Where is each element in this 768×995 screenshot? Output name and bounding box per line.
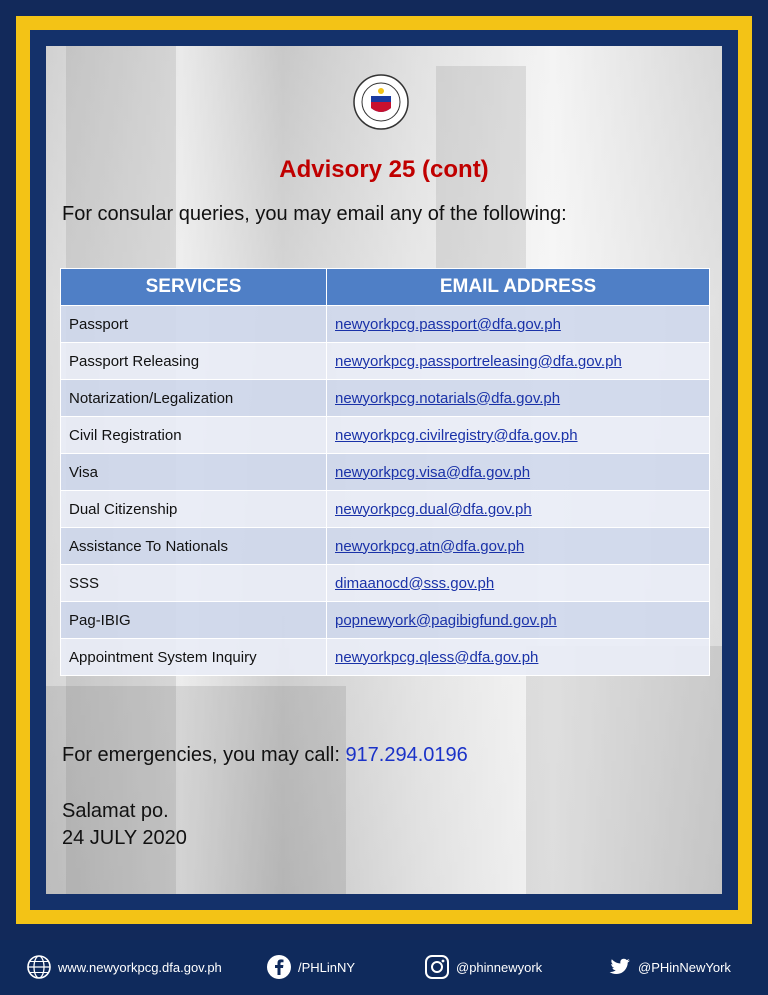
footer-facebook[interactable]	[266, 954, 355, 980]
closing-date: 24 JULY 2020	[62, 827, 187, 849]
service-name: Assistance To Nationals	[61, 528, 327, 565]
service-name: Pag-IBIG	[61, 602, 327, 639]
emergency-label: For emergencies, you may call:	[62, 744, 346, 766]
table-row	[61, 602, 710, 639]
service-name: Appointment System Inquiry	[61, 639, 327, 676]
email-link[interactable]: newyorkpcg.passportreleasing@dfa.gov.ph	[327, 343, 710, 380]
table-row	[61, 417, 710, 454]
service-name: Notarization/Legalization	[61, 380, 327, 417]
facebook-text: /PHLinNY	[298, 959, 356, 975]
email-link[interactable]: newyorkpcg.atn@dfa.gov.ph	[327, 528, 710, 565]
table-row	[61, 454, 710, 491]
twitter-text: @PHinNewYork	[638, 959, 731, 975]
table-row	[61, 565, 710, 602]
email-link[interactable]: newyorkpcg.dual@dfa.gov.ph	[327, 491, 710, 528]
service-name: SSS	[61, 565, 327, 602]
table-row	[61, 343, 710, 380]
email-link[interactable]: popnewyork@pagibigfund.gov.ph	[327, 602, 710, 639]
service-name: Dual Citizenship	[61, 491, 327, 528]
table-row	[61, 639, 710, 676]
instagram-icon	[424, 954, 450, 980]
footer-instagram[interactable]	[424, 954, 542, 980]
facebook-icon	[266, 954, 292, 980]
intro-text: For consular queries, you may email any of the following:	[62, 203, 567, 225]
services-table	[60, 268, 710, 676]
service-name: Civil Registration	[61, 417, 327, 454]
service-name: Passport Releasing	[61, 343, 327, 380]
email-link[interactable]: dimaanocd@sss.gov.ph	[327, 565, 710, 602]
table-header-row	[61, 269, 710, 306]
service-name: Visa	[61, 454, 327, 491]
footer-website[interactable]	[26, 954, 222, 980]
email-link[interactable]: newyorkpcg.visa@dfa.gov.ph	[327, 454, 710, 491]
table-row	[61, 306, 710, 343]
advisory-panel	[46, 46, 722, 894]
closing-greeting: Salamat po.	[62, 800, 169, 822]
service-name: Passport	[61, 306, 327, 343]
footer-twitter[interactable]	[606, 954, 731, 980]
table-row	[61, 380, 710, 417]
footer-bar	[0, 940, 768, 995]
email-link[interactable]: newyorkpcg.notarials@dfa.gov.ph	[327, 380, 710, 417]
consulate-seal-icon	[353, 74, 409, 130]
email-link[interactable]: newyorkpcg.passport@dfa.gov.ph	[327, 306, 710, 343]
emergency-number[interactable]: 917.294.0196	[345, 744, 468, 766]
globe-icon	[26, 954, 52, 980]
instagram-text: @phinnewyork	[456, 959, 543, 975]
email-link[interactable]: newyorkpcg.qless@dfa.gov.ph	[327, 639, 710, 676]
emergency-line	[62, 744, 468, 767]
table-row	[61, 491, 710, 528]
twitter-icon	[606, 954, 632, 980]
advisory-title: Advisory 25 (cont)	[279, 156, 489, 183]
column-header-services: SERVICES	[61, 269, 327, 306]
background-building	[526, 646, 722, 894]
table-row	[61, 528, 710, 565]
background-facade	[46, 686, 346, 894]
website-text: www.newyorkpcg.dfa.gov.ph	[58, 959, 222, 975]
email-link[interactable]: newyorkpcg.civilregistry@dfa.gov.ph	[327, 417, 710, 454]
column-header-email: EMAIL ADDRESS	[327, 269, 710, 306]
closing-block	[62, 798, 187, 852]
